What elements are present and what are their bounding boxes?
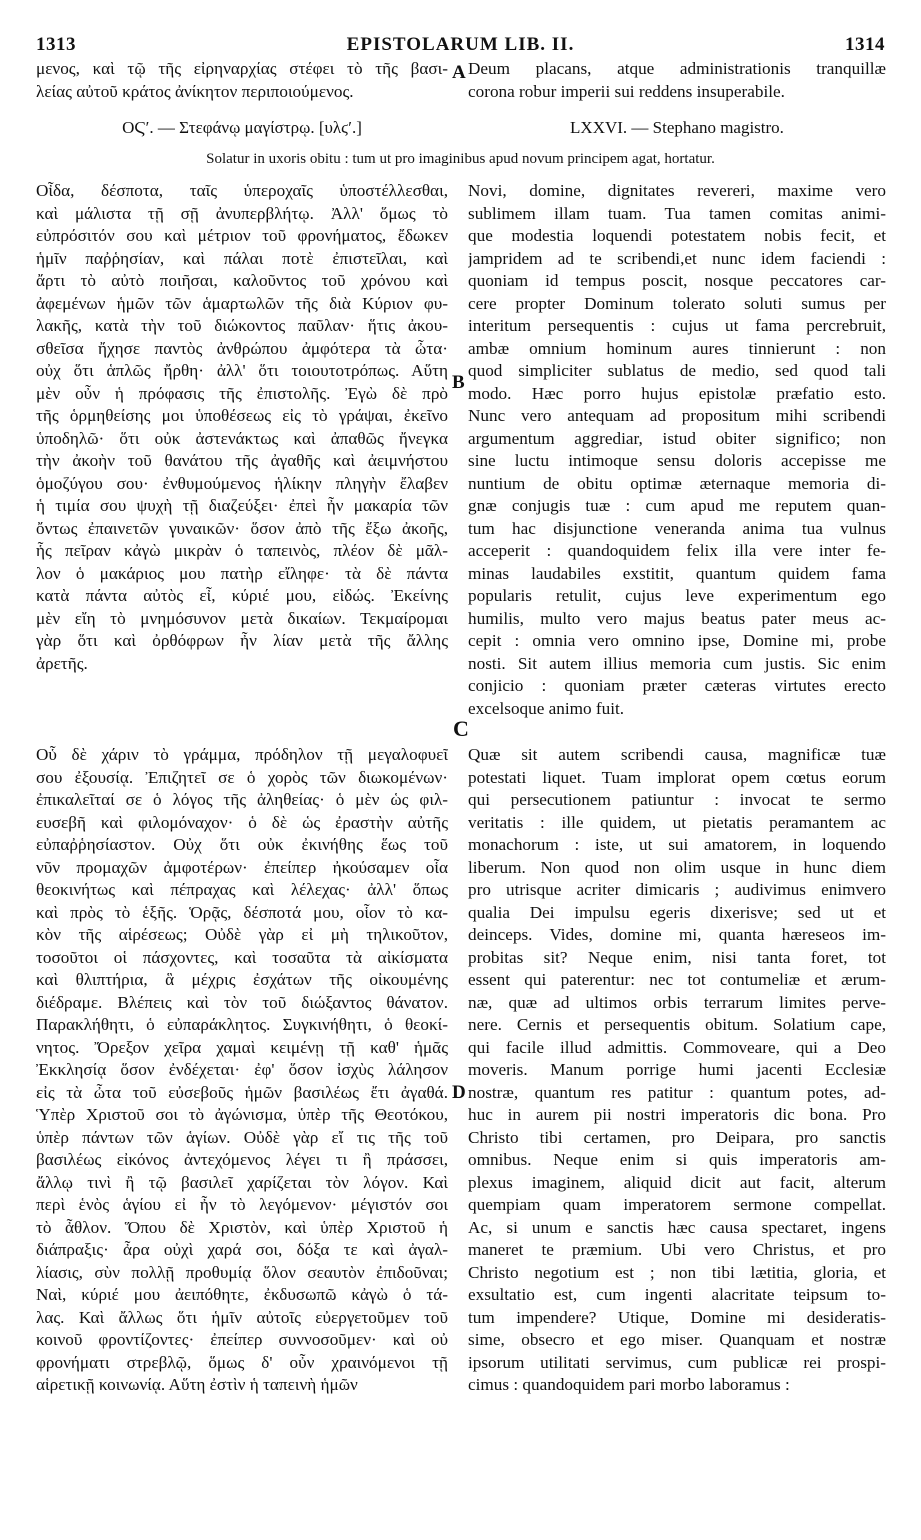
greek-text-line: Ναὶ, κύριέ μου ἀειπόθητε, ἐκδυσωπῶ κἀγὼ ὁ τά- (36, 1285, 448, 1304)
greek-text-line: περὶ ἑνὸς ἁγίου εἰ ἦν τὸ λεγόμενον· μέγιστόν σοι (36, 1195, 448, 1214)
latin-text-line: minas laudabiles exstitit, quantum quidem fama (468, 563, 886, 583)
latin-paragraph-2 (468, 744, 886, 1397)
greek-text-line: καὶ θλιπτήρια, ἃ μέχρις ἐσχάτων τῆς οἰκουμένης (36, 970, 448, 989)
greek-text-line: σου ἐξουσίᾳ. Ἐπιζητεῖ σε ὁ χορὸς τῶν διωκομένων· (36, 767, 448, 787)
latin-text-line: tum impendere? Utique, Domine mi desideratis- (468, 1307, 886, 1327)
latin-text-line: qui persecutionem patiuntur : invocat te sermo (468, 790, 886, 809)
greek-intro (36, 58, 448, 103)
greek-text-line: καὶ πρὸς τὸ ἑξῆς. Ὁρᾷς, δέσποτά μου, οἷον τὸ κα- (36, 902, 448, 922)
greek-text-line: κὸν τῆς αἱρέσεως; Οὐδὲ γὰρ εἰ μὴ τηλικοῦτον, (36, 925, 448, 944)
greek-text-line: φρονήματι στρεβλῷ, ὅμως δ' οὖν χραινόμενοι τῇ (36, 1352, 448, 1372)
latin-text-line: excelsoque animo fuit. (468, 698, 625, 718)
greek-text-line: διάπραξις· ἆρα οὐχὶ χαρά σοι, δόξα τε καὶ ἀγαλ- (36, 1240, 448, 1259)
latin-text-line: sime, obsecro et ego miser. Quanquam et nostræ (468, 1330, 886, 1349)
greek-text-line: σθεῖσα ἤχησε παντὸς ἀνθρώπου ἀμφότερα τὰ ὦτα· (36, 338, 448, 358)
greek-text-line: ὑπὲρ πάντων τῶν ἁγίων. Οὐδὲ γὰρ εἴ τις τῆς τοῦ (36, 1127, 448, 1147)
latin-text-line: plexus imaginem, aliquid dicit aut facit, alterum (468, 1172, 886, 1192)
latin-text-line: ambæ omnium hominum aures tinnierunt : non (468, 338, 886, 358)
greek-text-line: Ὑπὲρ Χριστοῦ σοι τὸ ἀγώνισμα, ὑπὲρ τῆς Θεοτόκου, (36, 1105, 448, 1124)
letter-summary: Solatur in uxoris obitu : tum ut pro imaginibus apud novum principem agat, hortatur. (206, 151, 715, 167)
latin-text-line: humilis, multo vero majus beatus pater meus ac- (468, 608, 886, 628)
greek-text-line: οὐχ ὅτι ἁπλῶς ἤρθη· ἀλλ' ὅτι τοιουτοτρόπως. Αὕτη (36, 361, 448, 380)
greek-text-line: γὰρ ὅτι καὶ ὀρθόφρων ἦν λίαν μετὰ τῆς ἄλλης (36, 631, 448, 650)
greek-intro-line: λείας αὐτοῦ κράτος ἀνίκητον περιποιούμενος. (36, 81, 354, 101)
latin-text-line: cimus : quandoquidem pari morbo laboramus : (468, 1375, 790, 1394)
latin-text-line: jampridem ad te scribendi,et nunc idem faciendi : (468, 248, 886, 268)
latin-text-line: liberum. Non quod non olim usque in hunc diem (468, 857, 886, 877)
greek-text-line: τῆς ὁρμηθείσης μοι ὑποθέσεως εἰς τὸ γράψαι, ἐκεῖνο (36, 406, 448, 425)
greek-text-line: Οὗ δὲ χάριν τὸ γράμμα, πρόδηλον τῇ μεγαλοφυεῖ (36, 745, 448, 764)
greek-text-line: ἐπικαλεῖταί σε ὁ λόγος τῆς ἀληθείας· ὁ μὲν ὡς φιλ- (36, 790, 448, 809)
greek-text-line: ὄντως ἐπαινετῶν γυναικῶν· ὅσον ἀπὸ τῆς ἔξω ἀκοῆς, (36, 518, 448, 538)
latin-paragraph-1 (468, 180, 886, 720)
latin-text-line: quoniam id tempus poscit, nosque peccatores car- (468, 271, 886, 290)
latin-text-line: quod simpliciter sublatus de medio, sed quod tali (468, 361, 886, 380)
greek-letter-heading: ΟϚʹ. — Στεφάνῳ μαγίστρῳ. [υλϛʹ.] (122, 118, 362, 137)
greek-text-line: ὑποδηλῶ· ὅτι οὐκ ἀστενάκτως καὶ ἀπαθῶς ἤνεγκα (36, 428, 448, 448)
latin-text-line: sublimem illam tuam. Tua tamen comitas animi- (468, 203, 886, 223)
greek-text-line: ἄρτι τὸ αὐτὸ ποιῆσαι, καλοῦντος τοῦ χρόνου καὶ (36, 271, 448, 290)
greek-text-line: μὲν οὖν ἡ πρόφασις τῆς ἐπιστολῆς. Ἐγὼ δὲ πρὸ (36, 383, 448, 403)
greek-text-line: Παρακλήθητι, ὁ εὐπαράκλητος. Συγκινήθητι, ὁ θεοκί- (36, 1015, 448, 1034)
greek-text-line: τοσοῦτοι οἱ πάσχοντες, καὶ τοσαῦτα τὰ αἰκίσματα (36, 947, 448, 967)
greek-text-line: βασιλέως εἰκόνος ἀντεχόμενος λέγει τι ἢ πράσσει, (36, 1150, 448, 1169)
greek-text-line: μὲν εἴη τὸ μνημόσυνον μετὰ δικαίων. Τεκμαίρομαι (36, 608, 448, 628)
greek-text-line: κατὰ πάντα αὐτὸς εἶ, κύριέ μου, εἰδώς. Ἐκείνης (36, 586, 448, 605)
section-marker-d: D (452, 1082, 466, 1103)
greek-text-line: εὐπαῤῥησίαστον. Οὐχ ὅτι οὐκ ἐκινήθης ἕως τοῦ (36, 835, 448, 854)
greek-text-line: αἱρετικῇ κοινωνίᾳ. Αὕτη ἐστὶν ἡ ταπεινὴ ἡμῶν (36, 1375, 358, 1394)
greek-paragraph-1 (36, 180, 448, 675)
latin-text-line: Nunc vero antequam ad propositum mihi scribendi (468, 406, 886, 425)
latin-text-line: Christo tibi certamen, pro Deipara, pro sanctis (468, 1127, 886, 1147)
greek-text-line: ἧς πεῖραν κἀγὼ μικρὰν ὁ ταπεινὸς, πλέον δὲ μᾶλ- (36, 541, 448, 560)
latin-intro-line: corona robur imperii sui reddens insuperabile. (468, 81, 785, 101)
latin-text-line: ipsorum utilitati servimus, cum publicæ rei prospi- (468, 1352, 886, 1372)
latin-letter-heading: LXXVI. — Stephano magistro. (570, 118, 784, 137)
latin-text-line: essent qui paterentur: nec tot contumeliæ et ærum- (468, 970, 886, 989)
greek-text-line: Ἐκκλησίᾳ ὅσον ἐνδέχεται· ἐφ' ὅσον ἰσχὺς λάλησον (36, 1060, 448, 1079)
latin-text-line: Christo negotium est ; non tibi lætitia, gloria, et (468, 1262, 886, 1282)
greek-text-line: εὐπρόσιτόν σου καὶ μέτριον τοῦ φρονήματος, ἔδωκεν (36, 226, 448, 245)
greek-text-line: τὸ ἆθλον. Ὅπου δὲ Χριστὸν, καὶ ὑπὲρ Χριστοῦ ἡ (36, 1217, 448, 1237)
greek-text-line: ευσεβῆ καὶ φιλομόναχον· ὁ δὲ ὡς ἐραστὴν αὐτῆς (36, 812, 448, 832)
greek-text-line: ἡ τιμία σου ψυχὴ τῇ διαζεύξει· ἐπεὶ ἦν μακαρία τῶν (36, 496, 448, 515)
latin-text-line: potestati liquet. Tuam implorat opem cœtus eorum (468, 767, 886, 787)
latin-text-line: næ, quæ ad ultimos orbis terrarum limites perve- (468, 992, 886, 1012)
greek-text-line: λας. Καὶ ἄλλως ὅτι ἡμῖν αὐτοῖς εὐεργετοῦμεν τοῦ (36, 1307, 448, 1327)
greek-text-line: ὁμοζύγου σου· ἐνθυμούμενος ἡλίκην πληγὴν ἔλαβεν (36, 473, 448, 493)
latin-text-line: maneret te præmium. Ubi vero Christus, et pro (468, 1240, 886, 1259)
latin-text-line: cere propter Dominum tolerato soluti sumus per (468, 293, 886, 313)
greek-text-line: εἰς τὰ ὦτα τοῦ εὐσεβοῦς ἡμῶν βασιλέως ἔτι ἀγαθά. (36, 1082, 448, 1102)
greek-text-line: ἄλλῳ τινὶ ἢ τῷ βασιλεῖ χαρίζεται τὸν λόγον. Καὶ (36, 1172, 448, 1192)
latin-text-line: probitas sit? Neque enim, nisi tanta foret, tot (468, 947, 886, 967)
latin-text-line: sine luctu intimoque sensu doloris accepisse me (468, 451, 886, 470)
latin-text-line: gnæ conjugis tuæ : cum apud me reputem quan- (468, 496, 886, 515)
latin-text-line: argumentum aggrediar, istud obiter significo; non (468, 428, 886, 448)
greek-text-line: διέδραμε. Βλέπεις καὶ τὸν τοῦ διώξαντος θάνατον. (36, 992, 448, 1012)
latin-text-line: omnibus. Neque enim si quis imperatoris am- (468, 1150, 886, 1169)
latin-text-line: qui facile illud admittis. Commoveare, qui a Deo (468, 1037, 886, 1057)
latin-text-line: nuntium de obitu optimæ æternaque memoria di- (468, 473, 886, 493)
greek-text-line: καὶ μάλιστα τῇ σῇ ἀνυπερβλήτῳ. Ἀλλ' ὅμως τὸ (36, 203, 448, 223)
latin-text-line: acceperit : quandoquidem felix illa vere inter fe- (468, 541, 886, 560)
greek-text-line: λον ὁ μακάριος μου πατὴρ εἴληφε· τὰ δὲ πάντα (36, 563, 448, 583)
latin-text-line: Quæ sit autem scribendi causa, magnificæ tuæ (468, 745, 886, 764)
latin-text-line: Novi, domine, dignitates revereri, maxime vero (468, 181, 886, 200)
greek-text-line: ἡμῖν παῤῥησίαν, καὶ πάλαι ποτὲ ἐπιστεῖλαι, καὶ (36, 248, 448, 268)
latin-text-line: nere. Cernis et persequentis obitum. Solatium cape, (468, 1015, 886, 1034)
latin-text-line: exsultatio est, cum ingenti alacritate teipsum to- (468, 1285, 886, 1304)
latin-text-line: modo. Hæc porro hujus epistolæ præfatio esto. (468, 383, 886, 403)
latin-text-line: veritatis : ille quidem, ut pietatis peramantem ac (468, 812, 886, 832)
greek-text-line: ἀφεμένων ἡμῶν τῶν ἁμαρτωλῶν τῆς διὰ Κύριον φυ- (36, 293, 448, 313)
latin-text-line: moveris. Manum porrige humi jacenti Ecclesiæ (468, 1060, 886, 1079)
latin-text-line: interitum persequentis : cujus ut fama percrebruit, (468, 316, 886, 335)
greek-text-line: Οἶδα, δέσποτα, ταῖς ὑπεροχαῖς ὑποστέλλεσθαι, (36, 181, 448, 200)
section-marker-c: C (453, 716, 469, 741)
greek-text-line: λακῆς, κατὰ τὴν τοῦ διώκοντος παῦλαν· ἥτις ἀκου- (36, 316, 448, 335)
latin-intro-line: Deum placans, atque administrationis tranquillæ (468, 59, 886, 78)
latin-text-line: conjicio : quoniam præter cæteras virtutes erecto (468, 676, 886, 695)
greek-text-line: νητος. Ὄρεξον χεῖρα χαμαὶ κειμένῃ τῇ καθ' ἡμᾶς (36, 1037, 448, 1057)
greek-text-line: ἀρετῆς. (36, 653, 88, 673)
greek-text-line: κοινοῦ φροντίζοντες· ἐπείπερ συννοσοῦμεν· καὶ οὐ (36, 1330, 448, 1349)
latin-text-line: deinceps. Vides, domine mi, quanta hæreseos im- (468, 925, 886, 944)
section-marker-a: A (452, 62, 466, 83)
right-page-number: 1314 (845, 34, 885, 55)
latin-intro (468, 58, 886, 103)
greek-paragraph-2 (36, 744, 448, 1397)
latin-text-line: tum hac disjunctione veneranda anima tua vulnus (468, 518, 886, 538)
greek-text-line: θεοκινήτως καὶ πέπραχας καὶ λέλεχας· ἀλλ' ὅπως (36, 880, 448, 899)
latin-text-line: nosti. Sit autem illius memoria cum justis. Sic enim (468, 653, 886, 673)
running-title: EPISTOLARUM LIB. II. (346, 34, 575, 55)
latin-text-line: qualia Dei impulsu egeris dixerisve; sed ut et (468, 902, 886, 922)
latin-text-line: monachorum : iste, ut sui amatorem, in loquendo (468, 835, 886, 854)
latin-text-line: Ac, si unum e sanctis hæc causa spectaret, ingens (468, 1217, 886, 1237)
latin-text-line: quempiam quam imperatorem sermone compellat. (468, 1195, 886, 1214)
latin-text-line: huc in aurem pii nostri imperatoris dic bona. Pro (468, 1105, 886, 1124)
latin-text-line: que modestia loquendi potestatem nobis fecit, et (468, 226, 886, 245)
greek-intro-line: μενος, καὶ τῷ τῆς εἰρηναρχίας στέφει τὸ τῆς βασι- (36, 59, 448, 78)
latin-text-line: cepit : omnia vero omnino ipse, Domine mi, probe (468, 631, 886, 650)
latin-text-line: popularis retulit, cujus leve experimentum ego (468, 586, 886, 605)
greek-text-line: λίασις, σὺν πολλῇ προθυμίᾳ ὅλον σεαυτὸν ἐπιδοῦναι; (36, 1262, 448, 1282)
latin-text-line: nostræ, quantum res patitur : quantum potes, ad- (468, 1082, 886, 1102)
left-page-number: 1313 (36, 34, 76, 55)
greek-text-line: νῦν προμαχῶν ἀμφοτέρων· ἐπείπερ ἠκούσαμεν οἷα (36, 857, 448, 877)
latin-text-line: pro utrisque acriter dimicaris ; audivimus enimvero (468, 880, 886, 899)
section-marker-b: B (452, 372, 465, 393)
greek-text-line: τὴν ἀκοὴν τοῦ θανάτου τῆς ἀγαθῆς καὶ ἀειμνήστου (36, 451, 448, 470)
